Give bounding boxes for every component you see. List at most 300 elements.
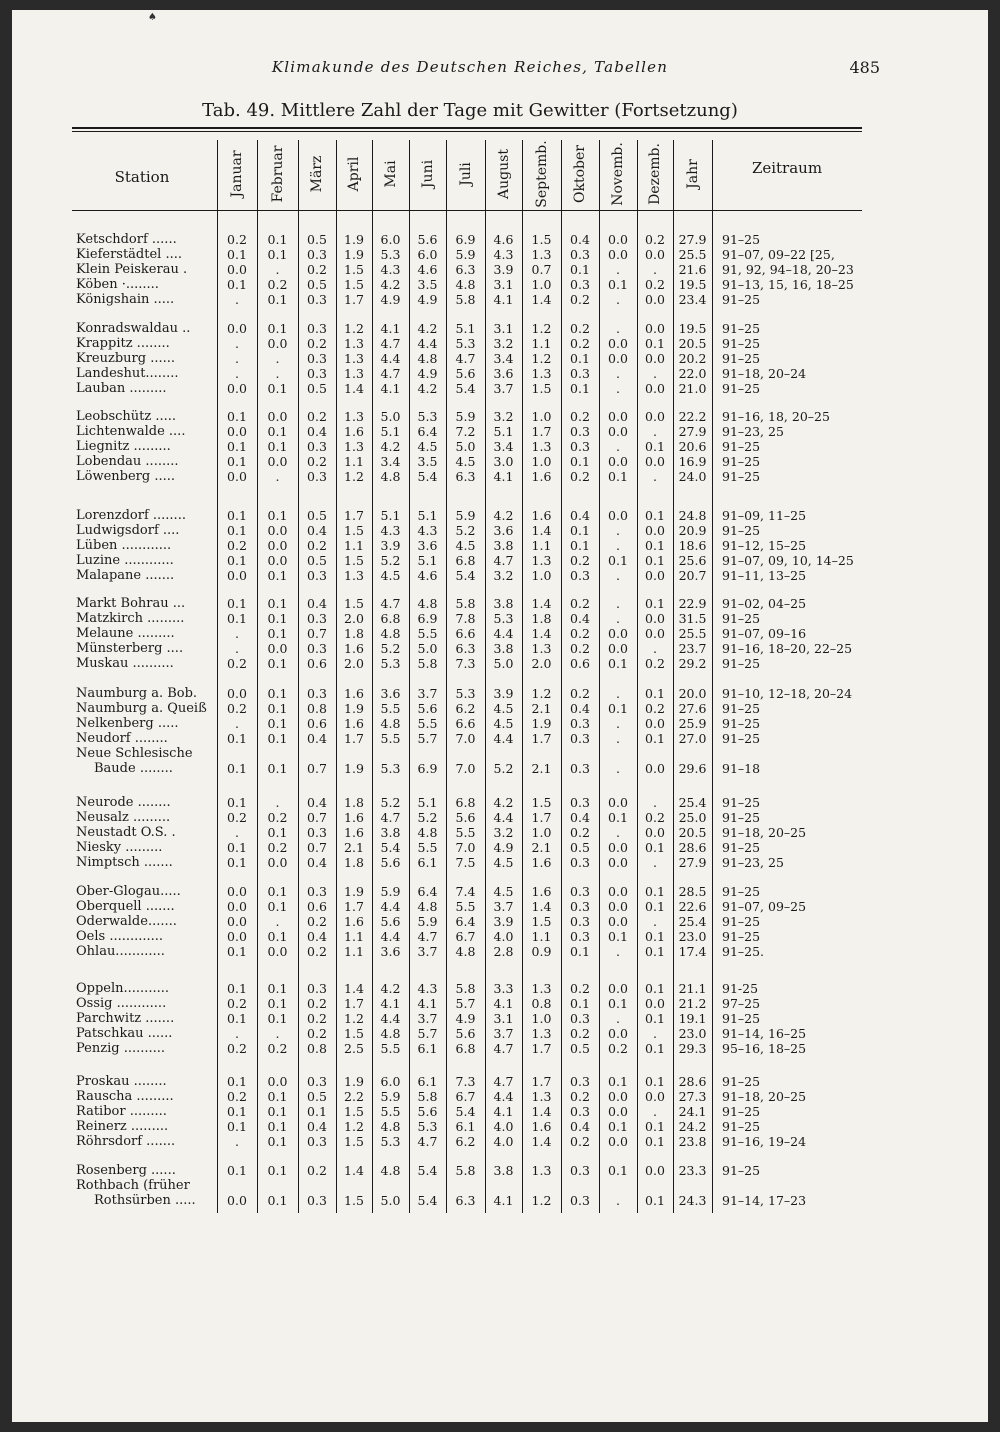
value-cell: 0.3 — [307, 247, 327, 262]
value-cell: 5.7 — [455, 996, 476, 1011]
value-cell: 0.2 — [570, 596, 590, 611]
value-cell: 16.9 — [678, 454, 707, 469]
value-cell: 0.3 — [570, 761, 590, 776]
station-name — [76, 292, 214, 307]
value-cell: 0.1 — [645, 439, 665, 454]
month-header — [522, 140, 561, 208]
value-cell: 0.3 — [570, 914, 590, 929]
value-cell: 1.7 — [531, 1041, 552, 1056]
value-cell: 0.1 — [267, 701, 288, 716]
value-cell: 0.1 — [645, 686, 665, 701]
station-name-line: Köben ·........ — [76, 277, 159, 292]
value-cell: 0.4 — [307, 731, 327, 746]
value-cell: 0.1 — [267, 247, 288, 262]
value-cell: 1.2 — [531, 321, 552, 336]
value-cell: . — [275, 795, 280, 810]
value-cell: 1.7 — [531, 1074, 552, 1089]
zeitraum-cell: 91–25 — [722, 292, 761, 307]
month-header-label: März — [309, 155, 325, 193]
value-cell: 6.8 — [455, 795, 476, 810]
table-row — [0, 336, 976, 351]
value-cell: . — [653, 424, 657, 439]
value-cell: 1.5 — [531, 914, 552, 929]
value-cell: 0.2 — [570, 626, 590, 641]
value-cell: 0.2 — [227, 656, 247, 671]
value-cell: 0.3 — [570, 899, 590, 914]
value-cell: 5.9 — [455, 247, 476, 262]
value-cell: 4.7 — [380, 596, 401, 611]
value-cell: 0.2 — [570, 641, 590, 656]
value-cell: 0.2 — [570, 1089, 590, 1104]
value-cell: 0.2 — [307, 944, 327, 959]
value-cell: 0.1 — [267, 761, 288, 776]
value-cell: 5.3 — [455, 336, 476, 351]
table-row — [0, 1119, 976, 1134]
value-cell: 0.1 — [227, 523, 247, 538]
value-cell: 0.0 — [267, 553, 288, 568]
station-name-line: Kreuzburg ...... — [76, 351, 175, 366]
value-cell: 4.4 — [380, 351, 401, 366]
zeitraum-column-header: Zeitraum — [751, 159, 823, 177]
value-cell: 6.2 — [455, 1134, 476, 1149]
value-cell: 1.3 — [531, 439, 552, 454]
value-cell: 0.3 — [307, 1074, 327, 1089]
table-row — [0, 1074, 976, 1089]
value-cell: 6.8 — [455, 1041, 476, 1056]
value-cell: 4.8 — [380, 716, 401, 731]
value-cell: 0.1 — [227, 855, 247, 870]
value-cell: 3.0 — [493, 454, 514, 469]
value-cell: 1.3 — [344, 366, 364, 381]
value-cell: . — [653, 914, 657, 929]
zeitraum-cell: 91–25 — [722, 523, 761, 538]
table-row — [0, 292, 976, 307]
value-cell: 1.3 — [531, 641, 552, 656]
value-cell: 0.2 — [608, 1041, 628, 1056]
value-cell: 0.5 — [307, 1089, 327, 1104]
table-row — [0, 351, 976, 366]
zeitraum-cell: 91–25 — [722, 469, 761, 484]
value-cell: 0.1 — [608, 1119, 628, 1134]
month-header — [673, 140, 712, 208]
month-header-label: Januar — [229, 150, 245, 198]
value-cell: 7.5 — [455, 855, 476, 870]
value-cell: 1.3 — [531, 247, 552, 262]
station-name — [76, 247, 214, 262]
month-header — [446, 140, 485, 208]
value-cell: 0.6 — [307, 716, 327, 731]
value-cell: 0.0 — [267, 1074, 288, 1089]
month-header — [217, 140, 257, 208]
station-column-header: Station — [114, 168, 170, 186]
value-cell: 0.0 — [227, 262, 247, 277]
table-row — [0, 262, 976, 277]
value-cell: 0.2 — [570, 469, 590, 484]
value-cell: 2.5 — [344, 1041, 364, 1056]
value-cell: 0.0 — [645, 996, 665, 1011]
station-group — [0, 1163, 976, 1208]
month-header-label: Dezemb. — [647, 143, 663, 205]
value-cell: 3.8 — [493, 596, 514, 611]
value-cell: 0.1 — [267, 1011, 288, 1026]
zeitraum-cell: 91, 92, 94–18, 20–23 — [722, 262, 854, 277]
value-cell: . — [616, 568, 620, 583]
value-cell: 3.8 — [493, 1163, 514, 1178]
value-cell: . — [653, 1104, 657, 1119]
value-cell: 0.0 — [645, 825, 665, 840]
zeitraum-cell: 91–25 — [722, 1104, 761, 1119]
value-cell: 0.1 — [227, 409, 247, 424]
station-name — [76, 884, 214, 899]
zeitraum-cell: 91–11, 13–25 — [722, 568, 807, 583]
value-cell: 6.3 — [455, 262, 476, 277]
station-name-line: Landeshut........ — [76, 366, 179, 381]
value-cell: 0.1 — [570, 538, 590, 553]
value-cell: 5.1 — [455, 321, 476, 336]
value-cell: 0.1 — [227, 840, 247, 855]
value-cell: 0.4 — [570, 701, 590, 716]
value-cell: 0.3 — [570, 716, 590, 731]
value-cell: . — [235, 1134, 239, 1149]
station-name — [76, 538, 214, 553]
value-cell: 25.5 — [678, 626, 707, 641]
value-cell: 0.1 — [307, 1104, 327, 1119]
value-cell: 7.4 — [455, 884, 476, 899]
value-cell: . — [653, 641, 657, 656]
value-cell: 1.6 — [344, 641, 364, 656]
value-cell: 6.0 — [380, 1074, 401, 1089]
value-cell: 1.7 — [344, 899, 364, 914]
value-cell: . — [616, 439, 620, 454]
value-cell: 3.8 — [493, 641, 514, 656]
value-cell: 0.2 — [570, 1134, 590, 1149]
value-cell: 0.1 — [227, 731, 247, 746]
value-cell: 1.3 — [531, 1089, 552, 1104]
value-cell: 0.1 — [267, 929, 288, 944]
value-cell: 1.6 — [344, 716, 364, 731]
station-group — [0, 1074, 976, 1149]
value-cell: 5.0 — [493, 656, 514, 671]
value-cell: 3.8 — [493, 538, 514, 553]
station-name-line: Markt Bohrau ... — [76, 596, 186, 611]
value-cell: 3.2 — [493, 568, 514, 583]
value-cell: 4.8 — [380, 1119, 401, 1134]
station-name — [76, 439, 214, 454]
table-row — [0, 596, 976, 611]
station-name-line: Malapane ....... — [76, 568, 175, 583]
value-cell: 0.4 — [307, 596, 327, 611]
value-cell: 0.1 — [645, 929, 665, 944]
value-cell: 4.5 — [455, 538, 476, 553]
value-cell: 0.1 — [227, 1119, 247, 1134]
station-group — [0, 884, 976, 959]
month-header-label: April — [346, 156, 362, 192]
table-row — [0, 686, 976, 701]
value-cell: 4.9 — [455, 1011, 476, 1026]
value-cell: 0.2 — [307, 262, 327, 277]
value-cell: 0.0 — [645, 409, 665, 424]
value-cell: 5.4 — [417, 1193, 438, 1208]
value-cell: 1.6 — [344, 686, 364, 701]
zeitraum-cell: 91–25 — [722, 795, 761, 810]
zeitraum-cell: 91–25 — [722, 884, 761, 899]
station-name — [76, 568, 214, 583]
value-cell: . — [616, 716, 620, 731]
value-cell: 1.6 — [531, 1119, 552, 1134]
value-cell: 0.1 — [570, 381, 590, 396]
value-cell: 0.3 — [570, 929, 590, 944]
value-cell: 1.4 — [531, 899, 552, 914]
value-cell: 6.3 — [455, 641, 476, 656]
value-cell: 5.9 — [455, 508, 476, 523]
value-cell: 5.3 — [380, 656, 401, 671]
zeitraum-cell: 91–25 — [722, 914, 761, 929]
value-cell: 0.3 — [307, 1193, 327, 1208]
value-cell: 0.0 — [608, 840, 628, 855]
station-name-line: Naumburg a. Queiß — [76, 701, 207, 716]
value-cell: 0.3 — [570, 1011, 590, 1026]
value-cell: 0.2 — [570, 825, 590, 840]
value-cell: . — [275, 366, 280, 381]
value-cell: 0.0 — [608, 247, 628, 262]
station-name-line: Neudorf ........ — [76, 731, 168, 746]
value-cell: 19.5 — [678, 277, 707, 292]
value-cell: 0.3 — [307, 611, 327, 626]
value-cell: 1.0 — [531, 277, 552, 292]
table-row — [0, 840, 976, 855]
station-name-line: Naumburg a. Bob. — [76, 686, 198, 701]
value-cell: 5.5 — [417, 840, 438, 855]
table-row — [0, 1011, 976, 1026]
value-cell: 0.6 — [570, 656, 590, 671]
value-cell: . — [275, 351, 280, 366]
zeitraum-cell: 91–25 — [722, 321, 761, 336]
value-cell: 28.5 — [678, 884, 707, 899]
value-cell: 1.3 — [344, 568, 364, 583]
value-cell: 3.2 — [493, 336, 514, 351]
value-cell: 4.5 — [455, 454, 476, 469]
value-cell: . — [616, 686, 620, 701]
value-cell: 0.3 — [307, 825, 327, 840]
value-cell: 0.0 — [645, 321, 665, 336]
value-cell: 4.2 — [380, 439, 401, 454]
value-cell: 0.3 — [307, 439, 327, 454]
value-cell: 28.6 — [678, 1074, 707, 1089]
value-cell: 1.7 — [531, 424, 552, 439]
zeitraum-cell: 91–07, 09–25 — [722, 899, 807, 914]
value-cell: 0.1 — [608, 1163, 628, 1178]
value-cell: 0.1 — [227, 247, 247, 262]
value-cell: 0.0 — [645, 292, 665, 307]
value-cell: 0.4 — [570, 810, 590, 825]
value-cell: 0.1 — [267, 321, 288, 336]
value-cell: 5.6 — [417, 701, 438, 716]
value-cell: 0.8 — [531, 996, 552, 1011]
value-cell: 1.6 — [344, 810, 364, 825]
value-cell: 0.2 — [570, 1026, 590, 1041]
value-cell: 7.0 — [455, 840, 476, 855]
value-cell: 29.2 — [678, 656, 707, 671]
value-cell: 0.1 — [227, 1104, 247, 1119]
value-cell: 4.8 — [417, 899, 438, 914]
station-name — [76, 553, 214, 568]
value-cell: . — [616, 1011, 620, 1026]
value-cell: 1.8 — [344, 795, 364, 810]
station-name-line: Oels ............. — [76, 929, 164, 944]
station-name — [76, 469, 214, 484]
value-cell: 5.8 — [455, 1163, 476, 1178]
value-cell: 1.0 — [531, 1011, 552, 1026]
table-row — [0, 981, 976, 996]
station-name — [76, 611, 214, 626]
station-name — [76, 424, 214, 439]
value-cell: 1.5 — [344, 1193, 364, 1208]
table-row — [0, 1089, 976, 1104]
value-cell: 5.4 — [380, 840, 401, 855]
value-cell: 0.0 — [227, 929, 247, 944]
value-cell: 0.2 — [307, 409, 327, 424]
value-cell: 0.1 — [267, 1163, 288, 1178]
value-cell: 0.2 — [570, 553, 590, 568]
value-cell: 24.8 — [678, 508, 707, 523]
table-row — [0, 884, 976, 899]
table-row — [0, 568, 976, 583]
value-cell: 0.1 — [267, 424, 288, 439]
value-cell: 27.6 — [678, 701, 707, 716]
value-cell: 0.1 — [608, 277, 628, 292]
value-cell: 0.5 — [307, 508, 327, 523]
station-name — [76, 944, 214, 959]
table-row — [0, 1026, 976, 1041]
value-cell: 4.2 — [380, 277, 401, 292]
zeitraum-cell: 91–09, 11–25 — [722, 508, 807, 523]
value-cell: 1.7 — [531, 731, 552, 746]
value-cell: 20.6 — [678, 439, 707, 454]
value-cell: 0.0 — [267, 538, 288, 553]
value-cell: 25.6 — [678, 553, 707, 568]
value-cell: 5.5 — [417, 626, 438, 641]
table-row — [0, 321, 976, 336]
table-row — [0, 1104, 976, 1119]
zeitraum-cell: 91–25 — [722, 1011, 761, 1026]
value-cell: 21.1 — [678, 981, 707, 996]
value-cell: 3.1 — [493, 321, 514, 336]
value-cell: 0.0 — [645, 247, 665, 262]
value-cell: 0.1 — [267, 981, 288, 996]
value-cell: 1.7 — [344, 292, 364, 307]
station-group — [0, 409, 976, 484]
value-cell: 0.7 — [307, 761, 327, 776]
value-cell: 0.0 — [608, 1026, 628, 1041]
table-row — [0, 469, 976, 484]
value-cell: 5.6 — [455, 1026, 476, 1041]
station-name — [76, 825, 214, 840]
value-cell: 0.2 — [227, 701, 247, 716]
value-cell: 1.3 — [531, 1026, 552, 1041]
value-cell: 5.3 — [380, 1134, 401, 1149]
station-name-line: Leobschütz ..... — [76, 409, 177, 424]
value-cell: 0.7 — [307, 810, 327, 825]
value-cell: 1.4 — [531, 523, 552, 538]
station-name — [76, 641, 214, 656]
value-cell: 0.1 — [608, 656, 628, 671]
table-row — [0, 810, 976, 825]
value-cell: 0.1 — [645, 1011, 665, 1026]
value-cell: 0.1 — [267, 439, 288, 454]
value-cell: 0.5 — [307, 553, 327, 568]
value-cell: 3.6 — [380, 944, 401, 959]
value-cell: 4.2 — [380, 981, 401, 996]
value-cell: 0.2 — [307, 1163, 327, 1178]
zeitraum-cell: 91–25 — [722, 351, 761, 366]
value-cell: 1.2 — [344, 321, 364, 336]
value-cell: 0.0 — [608, 1089, 628, 1104]
value-cell: 0.0 — [227, 899, 247, 914]
value-cell: 24.2 — [678, 1119, 707, 1134]
value-cell: 6.1 — [417, 855, 438, 870]
zeitraum-cell: 91–14, 16–25 — [722, 1026, 807, 1041]
value-cell: 4.8 — [417, 825, 438, 840]
value-cell: 5.2 — [380, 795, 401, 810]
value-cell: 1.6 — [531, 469, 552, 484]
value-cell: 0.2 — [307, 1011, 327, 1026]
value-cell: . — [616, 321, 620, 336]
zeitraum-cell: 91–18, 20–25 — [722, 1089, 807, 1104]
value-cell: 1.9 — [344, 1074, 364, 1089]
month-header-label: Septemb. — [533, 140, 550, 208]
value-cell: . — [235, 336, 239, 351]
value-cell: 1.9 — [344, 247, 364, 262]
value-cell: 0.0 — [608, 1104, 628, 1119]
zeitraum-cell: 91–25 — [722, 454, 761, 469]
station-name-line: Röhrsdorf ....... — [76, 1134, 176, 1149]
value-cell: 0.2 — [570, 686, 590, 701]
value-cell: 1.0 — [531, 825, 552, 840]
value-cell: 2.1 — [344, 840, 364, 855]
value-cell: 0.3 — [570, 568, 590, 583]
value-cell: 5.0 — [380, 1193, 401, 1208]
value-cell: 21.0 — [678, 381, 707, 396]
value-cell: 1.1 — [344, 454, 364, 469]
value-cell: 20.5 — [678, 825, 707, 840]
value-cell: 0.5 — [307, 232, 327, 247]
zeitraum-cell: 91–18 — [722, 761, 761, 776]
value-cell: 4.1 — [380, 381, 401, 396]
zeitraum-cell: 91–25 — [722, 731, 761, 746]
value-cell: 4.8 — [380, 469, 401, 484]
station-name — [76, 1104, 214, 1119]
station-name — [76, 914, 214, 929]
zeitraum-cell: 91–07, 09–16 — [722, 626, 807, 641]
month-header-label: Mai — [382, 160, 399, 188]
table-row — [0, 439, 976, 454]
value-cell: 0.3 — [307, 292, 327, 307]
station-name — [76, 508, 214, 523]
value-cell: 0.7 — [531, 262, 552, 277]
value-cell: 24.1 — [678, 1104, 707, 1119]
station-name — [76, 810, 214, 825]
value-cell: 5.4 — [417, 469, 438, 484]
running-title: Klimakunde des Deutschen Reiches, Tabellen — [271, 58, 669, 76]
station-name-line: Ober-Glogau..... — [76, 884, 181, 899]
station-name-line: Neue Schlesische — [76, 746, 193, 761]
value-cell: 1.2 — [531, 1193, 552, 1208]
station-name-line: Rauscha ......... — [76, 1089, 174, 1104]
value-cell: 1.9 — [344, 232, 364, 247]
value-cell: 5.6 — [380, 855, 401, 870]
value-cell: 0.3 — [307, 981, 327, 996]
value-cell: . — [653, 1026, 657, 1041]
